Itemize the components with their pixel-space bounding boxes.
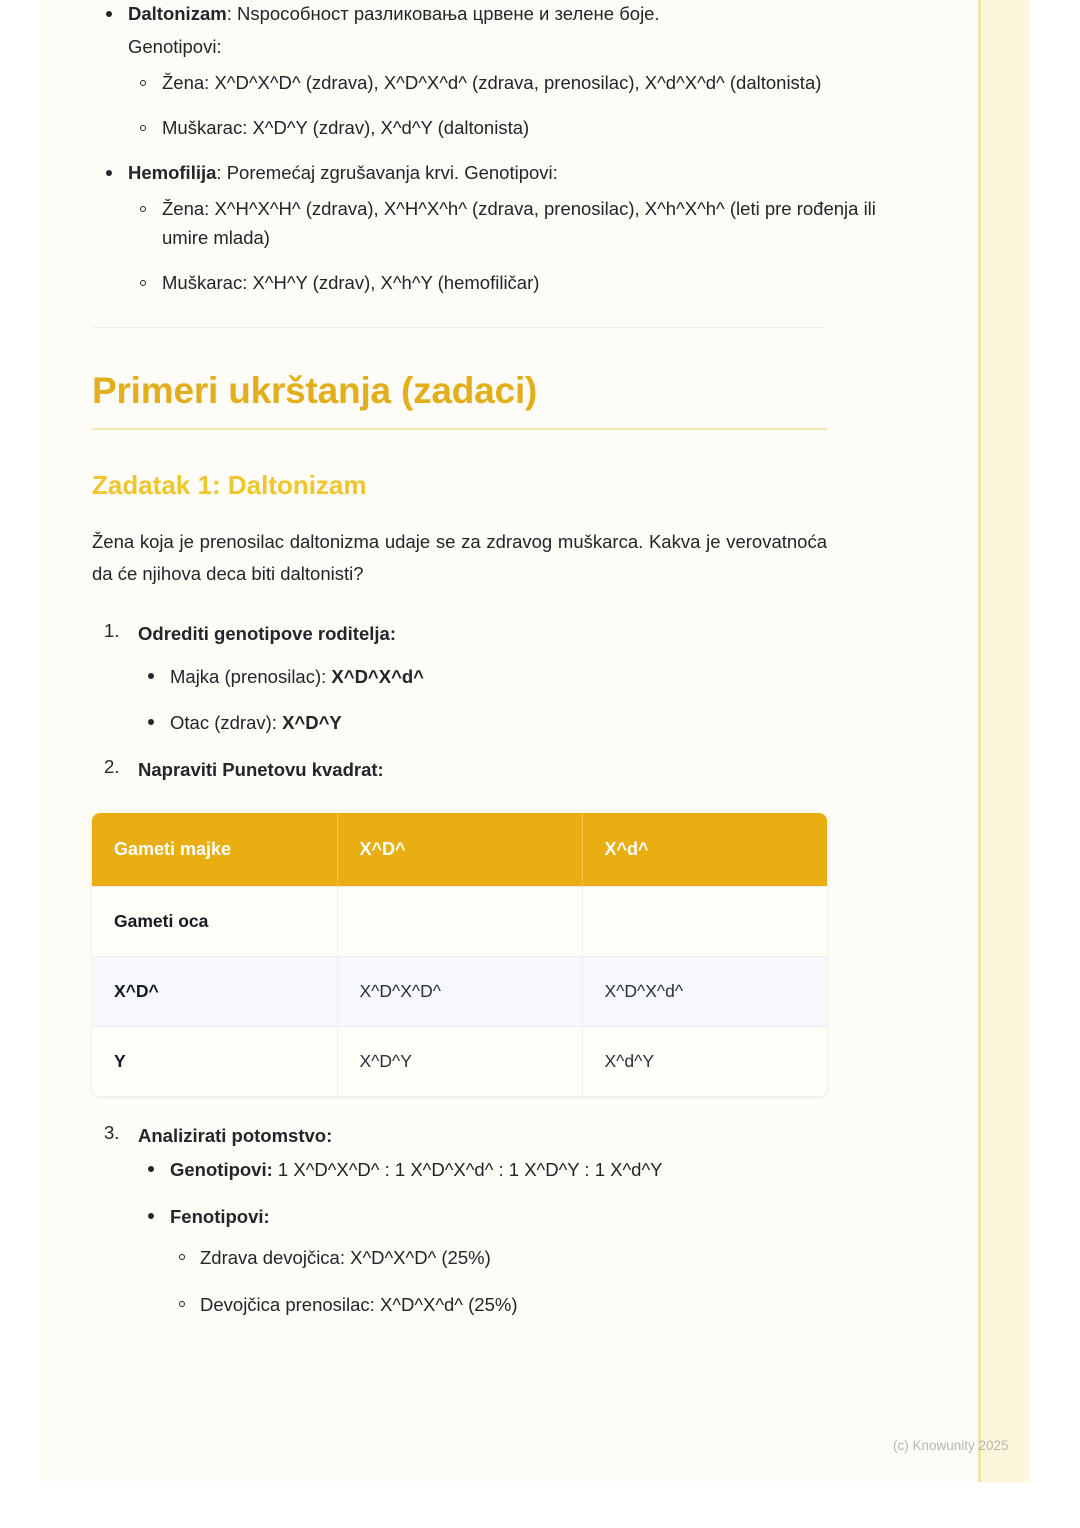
table-cell: X^D^Y	[337, 1026, 582, 1096]
step-number	[104, 756, 119, 778]
bullet-dot-icon	[148, 719, 154, 725]
bullet-dot-icon	[148, 1166, 154, 1172]
concept-definition: : Poremećaj zgrušavanja krvi. Genotipovi:	[216, 161, 558, 183]
task-question: Žena koja je prenosilac daltonizma udaje se za zdravog muškarca. Kakva je verovatnoća da će njihova deca biti daltonisti?	[92, 531, 827, 585]
row-header-y: Y	[92, 1026, 337, 1096]
list-item	[92, 159, 882, 298]
table-cell	[582, 886, 827, 956]
table-cell: X^D^X^d^	[582, 956, 827, 1026]
page-title-underline	[92, 428, 827, 430]
phenotype-healthy-girl: Zdrava devojčica: X^D^X^D^ (25%)	[200, 1246, 491, 1268]
section-divider	[92, 327, 827, 328]
genotype-sublist	[128, 69, 882, 142]
bullet-dot-icon	[148, 1213, 154, 1219]
bullet-ring-icon	[179, 1301, 185, 1307]
offspring-analysis-list	[138, 1156, 882, 1320]
list-item	[138, 709, 882, 738]
concept-list	[92, 0, 882, 297]
step-item	[92, 1122, 882, 1320]
table-cell	[337, 886, 582, 956]
bullet-ring-icon	[140, 125, 146, 131]
list-item	[128, 269, 882, 298]
table-cell: X^d^Y	[582, 1026, 827, 1096]
genotype-sublist	[128, 195, 882, 297]
father-label: Otac (zdrav):	[170, 712, 283, 734]
genotypes-label: Genotipovi:	[170, 1159, 278, 1181]
step-title: Analizirati potomstvo:	[138, 1124, 333, 1146]
bullet-ring-icon	[140, 80, 146, 86]
bullet-ring-icon	[140, 206, 146, 212]
punnett-square-table	[92, 813, 827, 1096]
document-content	[92, 0, 882, 1339]
step-title: Napraviti Punetovu kvadrat:	[138, 759, 384, 781]
concept-definition: : Nspособност разликовања црвене и зелене боје.	[226, 3, 660, 24]
column-header-xd-recessive: X^d^	[582, 813, 827, 887]
step-item	[92, 620, 882, 738]
phenotype-list	[170, 1244, 882, 1320]
genotype-female: Žena: X^D^X^D^ (zdrava), X^D^X^d^ (zdrava, prenosilac), X^d^X^d^ (daltonista)	[162, 72, 822, 94]
list-item	[138, 1203, 882, 1320]
concept-line	[128, 0, 882, 29]
genotype-male: Muškarac: X^H^Y (zdrav), X^h^Y (hemofiličar)	[162, 271, 540, 293]
parent-genotype-list	[138, 663, 882, 738]
concept-term: Hemofilija	[128, 161, 217, 183]
column-header-xd: X^D^	[337, 813, 582, 887]
mother-label: Majka (prenosilac):	[170, 665, 332, 687]
table-head	[92, 813, 827, 887]
offspring-phenotypes	[170, 1203, 882, 1232]
offspring-genotypes	[170, 1156, 882, 1185]
list-item	[128, 69, 882, 98]
row-header-father-gametes: Gameti oca	[92, 886, 337, 956]
genotypes-label: Genotipovi:	[128, 35, 222, 57]
punnett-square-table-wrap	[92, 813, 827, 1096]
father-genotype	[170, 709, 882, 738]
table-body	[92, 886, 827, 1096]
bullet-ring-icon	[179, 1254, 185, 1260]
page-edge-band	[978, 0, 1030, 1482]
step-number	[104, 620, 119, 642]
step-title: Odrediti genotipove roditelja:	[138, 623, 396, 644]
solution-steps-continued	[92, 1122, 882, 1320]
table-row	[92, 956, 827, 1026]
table-cell: X^D^X^D^	[337, 956, 582, 1026]
task-heading: Zadatak 1: Daltonizam	[92, 470, 367, 501]
list-item	[128, 114, 882, 143]
bullet-dot-icon	[106, 170, 112, 176]
mother-value: X^D^X^d^	[331, 665, 424, 687]
page-title: Primeri ukrštanja (zadaci)	[92, 370, 538, 412]
list-item	[138, 1156, 882, 1185]
phenotypes-label: Fenotipovi:	[170, 1206, 270, 1228]
concept-term: Daltonizam	[128, 3, 227, 24]
list-item	[170, 1244, 882, 1273]
bullet-ring-icon	[140, 280, 146, 286]
list-item	[92, 0, 882, 143]
table-row	[92, 886, 827, 956]
column-header-mother-gametes: Gameti majke	[92, 813, 337, 887]
concept-line	[128, 159, 882, 188]
step-item	[92, 756, 882, 785]
document-page	[40, 0, 1030, 1482]
list-item	[170, 1291, 882, 1320]
solution-steps	[92, 620, 882, 785]
father-value: X^D^Y	[282, 712, 342, 734]
list-item	[138, 663, 882, 692]
list-item	[128, 195, 882, 252]
genotype-male: Muškarac: X^D^Y (zdrav), X^d^Y (daltonista)	[162, 117, 530, 139]
mother-genotype	[170, 663, 882, 692]
table-row	[92, 1026, 827, 1096]
genotype-female: Žena: X^H^X^H^ (zdrava), X^H^X^h^ (zdrava, prenosilac), X^h^X^h^ (leti pre rođenja ili umire mlada)	[162, 198, 876, 249]
copyright-watermark: (c) Knowunity 2025	[893, 1438, 1009, 1453]
step-number	[104, 1122, 119, 1144]
bullet-dot-icon	[106, 11, 112, 17]
bullet-dot-icon	[148, 673, 154, 679]
row-header-xd: X^D^	[92, 956, 337, 1026]
genotypes-ratio: 1 X^D^X^D^ : 1 X^D^X^d^ : 1 X^D^Y : 1 X^d^Y	[277, 1159, 663, 1181]
phenotype-carrier-girl: Devojčica prenosilac: X^D^X^d^ (25%)	[200, 1294, 518, 1316]
table-header-row	[92, 813, 827, 887]
